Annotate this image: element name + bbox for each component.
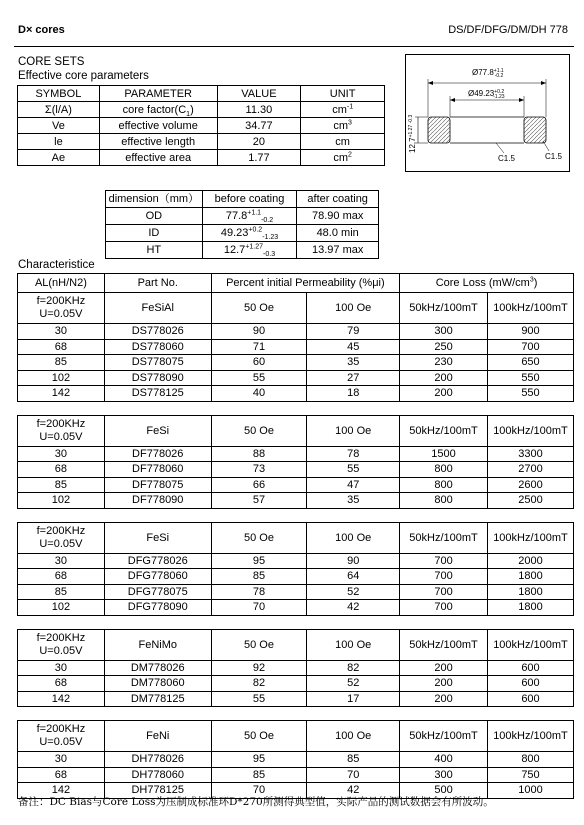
parameter-row (18, 102, 385, 118)
al-value: 68 (18, 676, 105, 692)
unit-text: cm (332, 103, 347, 116)
permeability-100oe: 35 (307, 355, 400, 371)
core-loss-50khz: 250 (400, 339, 488, 355)
group-header-row (18, 415, 574, 446)
parameter-symbol: Ve (18, 118, 100, 134)
material-name: FeNi (104, 721, 211, 752)
test-condition (18, 629, 105, 660)
permeability-50oe: 85 (211, 569, 307, 585)
core-loss-50khz: 300 (400, 767, 488, 783)
core-loss-100khz: 2700 (487, 462, 573, 478)
loss-condition-100k: 100kHz/100mT (487, 293, 573, 324)
core-loss-100khz: 650 (487, 355, 573, 371)
core-loss-50khz: 1500 (400, 446, 488, 462)
parameters-header-cell: SYMBOL (18, 86, 100, 102)
core-loss-50khz: 700 (400, 553, 488, 569)
core-loss-100khz: 700 (487, 339, 573, 355)
dimension-name: ID (106, 225, 203, 242)
id-tolerance-minus: -1.23 (493, 94, 505, 100)
parameter-name-text: effective area (125, 151, 192, 164)
core-loss-header (400, 274, 574, 293)
permeability-100oe: 47 (307, 477, 400, 493)
characteristics-header-row (18, 274, 574, 293)
core-loss-header-text: Core Loss (mW/cm (435, 277, 530, 289)
al-value: 102 (18, 493, 105, 509)
group-header-row (18, 293, 574, 324)
table-row (18, 355, 574, 371)
core-parameters-table (17, 85, 385, 166)
permeability-50oe: 82 (211, 676, 307, 692)
group-header-row (18, 721, 574, 752)
group-spacer-row (18, 401, 574, 415)
parameter-subscript: 1 (186, 110, 191, 118)
group-spacer-cell (18, 401, 574, 415)
core-loss-100khz: 600 (487, 660, 573, 676)
parameter-unit (301, 118, 385, 134)
parameter-name (99, 102, 217, 118)
test-frequency: f=200KHz (36, 723, 86, 735)
core-loss-100khz: 1800 (487, 569, 573, 585)
al-value: 30 (18, 324, 105, 340)
od-tolerance-minus: -0.2 (494, 73, 504, 79)
permeability-100oe: 17 (307, 691, 400, 707)
dimension-name: OD (106, 208, 203, 225)
core-loss-100khz: 900 (487, 324, 573, 340)
permeability-100oe: 42 (307, 600, 400, 616)
part-number: DH778125 (104, 783, 211, 799)
table-row (18, 584, 574, 600)
al-value: 68 (18, 569, 105, 585)
dimension-tolerance-minus: -0.3 (263, 251, 276, 259)
test-condition (18, 721, 105, 752)
od-tolerance-plus: +1.1 (493, 68, 504, 74)
core-loss-100khz: 600 (487, 691, 573, 707)
permeability-100oe: 79 (307, 324, 400, 340)
parameter-symbol: Ae (18, 150, 100, 166)
al-value: 30 (18, 660, 105, 676)
dimension-before-coating (202, 225, 297, 242)
loss-condition-100k: 100kHz/100mT (487, 721, 573, 752)
permeability-50oe: 78 (211, 584, 307, 600)
parameters-header-cell: PARAMETER (99, 86, 217, 102)
al-value: 142 (18, 386, 105, 402)
part-number: DF778060 (104, 462, 211, 478)
al-value: 102 (18, 600, 105, 616)
permeability-100oe: 35 (307, 493, 400, 509)
svg-text:Ø49.23+0.2-1.23 (468, 89, 505, 100)
permeability-100oe: 90 (307, 553, 400, 569)
dimension-tolerance-plus: +1.27 (245, 243, 264, 251)
unit-text: cm (333, 119, 349, 132)
al-value: 142 (18, 783, 105, 799)
table-row (18, 339, 574, 355)
table-row (18, 691, 574, 707)
permeability-50oe: 70 (211, 783, 307, 799)
field-strength-100: 100 Oe (307, 293, 400, 324)
permeability-100oe: 85 (307, 752, 400, 768)
dimension-row (106, 208, 379, 225)
core-loss-50khz: 500 (400, 783, 488, 799)
dimension-tolerance-plus: +1.1 (247, 209, 262, 217)
core-loss-50khz: 200 (400, 676, 488, 692)
permeability-header: Percent initial Permeability (%μi) (211, 274, 399, 293)
group-spacer-cell (18, 615, 574, 629)
parameter-value: 20 (217, 134, 301, 150)
dimension-before-coating (202, 242, 297, 259)
permeability-100oe: 82 (307, 660, 400, 676)
test-condition (18, 293, 105, 324)
group-spacer-row (18, 707, 574, 721)
dimension-before-coating (202, 208, 297, 225)
table-row (18, 676, 574, 692)
part-number: DFG778026 (104, 553, 211, 569)
parameter-name-text: core factor(C (122, 103, 187, 116)
field-strength-100: 100 Oe (307, 415, 400, 446)
test-voltage: U=0.05V (39, 430, 83, 443)
parameter-unit (301, 134, 385, 150)
material-name: FeSi (104, 522, 211, 553)
core-sets-title: CORE SETS (18, 56, 85, 68)
chamfer-label-inner: C1.5 (498, 154, 515, 163)
parameter-symbol: Σ(l/A) (18, 102, 100, 118)
parameter-value: 34.77 (217, 118, 301, 134)
part-number: DS778125 (104, 386, 211, 402)
part-number: DS778026 (104, 324, 211, 340)
part-number: DFG778090 (104, 600, 211, 616)
characteristics-title: Characteristice (18, 259, 95, 271)
core-loss-100khz: 550 (487, 370, 573, 386)
test-frequency: f=200KHz (36, 417, 86, 430)
al-value: 85 (18, 477, 105, 493)
core-loss-50khz: 230 (400, 355, 488, 371)
test-voltage: U=0.05V (39, 644, 83, 657)
permeability-50oe: 73 (211, 462, 307, 478)
test-condition (18, 415, 105, 446)
permeability-50oe: 70 (211, 600, 307, 616)
dimension-after-coating: 13.97 max (297, 242, 379, 259)
parameter-value: 1.77 (217, 150, 301, 166)
material-name: FeSi (104, 415, 211, 446)
part-number: DS778075 (104, 355, 211, 371)
field-strength-100: 100 Oe (307, 721, 400, 752)
core-loss-100khz: 600 (487, 676, 573, 692)
core-loss-50khz: 700 (400, 600, 488, 616)
al-header: AL(nH/N2) (18, 274, 105, 293)
unit-text: cm (335, 135, 350, 148)
core-loss-50khz: 200 (400, 691, 488, 707)
parameter-symbol: le (18, 134, 100, 150)
height-tolerance: +1.27 -0.3 (408, 114, 414, 138)
parameter-close: ) (190, 103, 194, 116)
parameter-name-text: effective volume (118, 119, 198, 132)
group-spacer-row (18, 615, 574, 629)
core-loss-100khz: 2500 (487, 493, 573, 509)
part-number: DF778075 (104, 477, 211, 493)
dimension-header-row (106, 191, 379, 208)
field-strength-50: 50 Oe (211, 293, 307, 324)
table-row (18, 446, 574, 462)
dimension-header-cell: dimension（mm） (106, 191, 203, 208)
permeability-50oe: 92 (211, 660, 307, 676)
field-strength-50: 50 Oe (211, 721, 307, 752)
dimension-nominal: 49.23 (220, 227, 249, 239)
part-number: DM778125 (104, 691, 211, 707)
core-loss-100khz: 2600 (487, 477, 573, 493)
loss-condition-50k: 50kHz/100mT (400, 629, 488, 660)
permeability-50oe: 66 (211, 477, 307, 493)
part-number: DF778090 (104, 493, 211, 509)
core-loss-100khz: 800 (487, 752, 573, 768)
test-voltage: U=0.05V (39, 736, 83, 748)
parameter-name (99, 134, 217, 150)
al-value: 68 (18, 767, 105, 783)
loss-condition-50k: 50kHz/100mT (400, 522, 488, 553)
unit-exponent: 2 (348, 150, 352, 158)
core-loss-100khz: 2000 (487, 553, 573, 569)
group-header-row (18, 522, 574, 553)
material-name: FeSiAl (104, 293, 211, 324)
core-sets-subtitle: Effective core parameters (18, 70, 149, 82)
unit-exponent: -1 (346, 102, 354, 110)
brand-title: D× cores (18, 24, 65, 36)
permeability-50oe: 60 (211, 355, 307, 371)
dimension-header-cell: before coating (202, 191, 297, 208)
part-number: DFG778060 (104, 569, 211, 585)
permeability-100oe: 42 (307, 783, 400, 799)
loss-condition-100k: 100kHz/100mT (487, 629, 573, 660)
dimension-tolerance-minus: -1.23 (262, 234, 279, 242)
permeability-100oe: 55 (307, 462, 400, 478)
dimension-nominal: 12.7 (223, 244, 246, 256)
permeability-50oe: 55 (211, 370, 307, 386)
table-row (18, 767, 574, 783)
footnote: 备注：DC Bias与Core Loss为压制成标准环D*270所测得典型值，实际产品的测试数据会有所波动。 (18, 796, 494, 808)
core-loss-50khz: 700 (400, 569, 488, 585)
header-rule (14, 46, 574, 47)
test-frequency: f=200KHz (36, 631, 86, 644)
test-frequency: f=200KHz (36, 524, 86, 537)
toroid-cross-section-drawing (406, 55, 569, 171)
core-loss-100khz: 550 (487, 386, 573, 402)
dimension-name: HT (106, 242, 203, 259)
table-row (18, 386, 574, 402)
loss-condition-50k: 50kHz/100mT (400, 721, 488, 752)
group-spacer-row (18, 508, 574, 522)
test-voltage: U=0.05V (39, 537, 83, 550)
core-loss-100khz: 1000 (487, 783, 573, 799)
permeability-100oe: 27 (307, 370, 400, 386)
series-title: DS/DF/DFG/DM/DH 778 (448, 24, 568, 36)
permeability-50oe: 57 (211, 493, 307, 509)
permeability-50oe: 55 (211, 691, 307, 707)
part-number: DS778060 (104, 339, 211, 355)
al-value: 30 (18, 752, 105, 768)
dimension-tolerance-minus: -0.2 (261, 217, 274, 225)
core-loss-100khz: 1800 (487, 584, 573, 600)
loss-condition-100k: 100kHz/100mT (487, 522, 573, 553)
core-loss-header-close: ) (533, 277, 538, 289)
permeability-100oe: 18 (307, 386, 400, 402)
svg-text:Ø77.8+1.1-0.2 (472, 68, 504, 79)
characteristics-table (17, 273, 574, 799)
parameter-value: 11.30 (217, 102, 301, 118)
table-row (18, 370, 574, 386)
id-dimension-label: Ø49.23 (468, 89, 495, 98)
od-dimension-label: Ø77.8 (472, 68, 494, 77)
field-strength-50: 50 Oe (211, 629, 307, 660)
chamfer-label-outer: C1.5 (545, 152, 562, 161)
parameters-header-cell: UNIT (301, 86, 385, 102)
permeability-50oe: 95 (211, 752, 307, 768)
permeability-100oe: 64 (307, 569, 400, 585)
test-condition (18, 522, 105, 553)
parameters-header-cell: VALUE (217, 86, 301, 102)
unit-exponent: 3 (348, 118, 352, 126)
dimension-table (105, 190, 379, 259)
parameter-row (18, 118, 385, 134)
field-strength-100: 100 Oe (307, 522, 400, 553)
core-loss-header-exponent: 3 (529, 276, 534, 284)
svg-text:12.7+1.27 -0.3 (408, 115, 417, 153)
page-header (18, 24, 568, 42)
core-loss-50khz: 800 (400, 477, 488, 493)
permeability-50oe: 71 (211, 339, 307, 355)
al-value: 30 (18, 446, 105, 462)
core-loss-50khz: 200 (400, 370, 488, 386)
group-spacer-cell (18, 508, 574, 522)
core-loss-100khz: 750 (487, 767, 573, 783)
field-strength-50: 50 Oe (211, 415, 307, 446)
al-value: 85 (18, 584, 105, 600)
part-number: DM778026 (104, 660, 211, 676)
core-dimension-drawing (405, 54, 570, 172)
table-row (18, 462, 574, 478)
dimension-nominal: 77.8 (225, 210, 248, 222)
core-loss-50khz: 200 (400, 386, 488, 402)
al-value: 85 (18, 355, 105, 371)
al-value: 68 (18, 462, 105, 478)
dimension-after-coating: 78.90 max (297, 208, 379, 225)
unit-text: cm (333, 151, 349, 164)
field-strength-50: 50 Oe (211, 522, 307, 553)
loss-condition-50k: 50kHz/100mT (400, 415, 488, 446)
part-number-header: Part No. (104, 274, 211, 293)
loss-condition-50k: 50kHz/100mT (400, 293, 488, 324)
core-loss-50khz: 200 (400, 660, 488, 676)
core-loss-50khz: 800 (400, 493, 488, 509)
dimension-header-cell: after coating (297, 191, 379, 208)
permeability-50oe: 95 (211, 553, 307, 569)
group-header-row (18, 629, 574, 660)
parameter-name-text: effective length (121, 135, 196, 148)
parameter-name (99, 150, 217, 166)
permeability-50oe: 85 (211, 767, 307, 783)
permeability-50oe: 90 (211, 324, 307, 340)
permeability-100oe: 78 (307, 446, 400, 462)
al-value: 142 (18, 691, 105, 707)
permeability-100oe: 52 (307, 676, 400, 692)
al-value: 68 (18, 339, 105, 355)
material-name: FeNiMo (104, 629, 211, 660)
permeability-50oe: 88 (211, 446, 307, 462)
part-number: DF778026 (104, 446, 211, 462)
permeability-50oe: 40 (211, 386, 307, 402)
parameter-row (18, 150, 385, 166)
part-number: DH778060 (104, 767, 211, 783)
part-number: DM778060 (104, 676, 211, 692)
table-row (18, 477, 574, 493)
height-dimension-label: 12.7 (408, 137, 417, 153)
permeability-100oe: 45 (307, 339, 400, 355)
table-row (18, 493, 574, 509)
table-row (18, 752, 574, 768)
al-value: 102 (18, 370, 105, 386)
permeability-100oe: 70 (307, 767, 400, 783)
core-loss-100khz: 1800 (487, 600, 573, 616)
group-spacer-cell (18, 707, 574, 721)
test-voltage: U=0.05V (39, 308, 83, 320)
parameter-unit (301, 102, 385, 118)
table-row (18, 553, 574, 569)
dimension-row (106, 242, 379, 259)
dimension-tolerance-plus: +0.2 (248, 226, 263, 234)
field-strength-100: 100 Oe (307, 629, 400, 660)
core-loss-50khz: 400 (400, 752, 488, 768)
dimension-after-coating: 48.0 min (297, 225, 379, 242)
core-loss-50khz: 800 (400, 462, 488, 478)
parameters-header-row (18, 86, 385, 102)
table-row (18, 600, 574, 616)
loss-condition-100k: 100kHz/100mT (487, 415, 573, 446)
id-tolerance-plus: +0.2 (494, 89, 505, 95)
test-frequency: f=200KHz (36, 295, 86, 307)
parameter-unit (301, 150, 385, 166)
part-number: DS778090 (104, 370, 211, 386)
permeability-100oe: 52 (307, 584, 400, 600)
parameter-row (18, 134, 385, 150)
al-value: 30 (18, 553, 105, 569)
core-loss-100khz: 3300 (487, 446, 573, 462)
table-row (18, 660, 574, 676)
dimension-row (106, 225, 379, 242)
part-number: DFG778075 (104, 584, 211, 600)
part-number: DH778026 (104, 752, 211, 768)
core-loss-50khz: 700 (400, 584, 488, 600)
core-loss-50khz: 300 (400, 324, 488, 340)
parameter-name (99, 118, 217, 134)
table-row (18, 569, 574, 585)
table-row (18, 324, 574, 340)
